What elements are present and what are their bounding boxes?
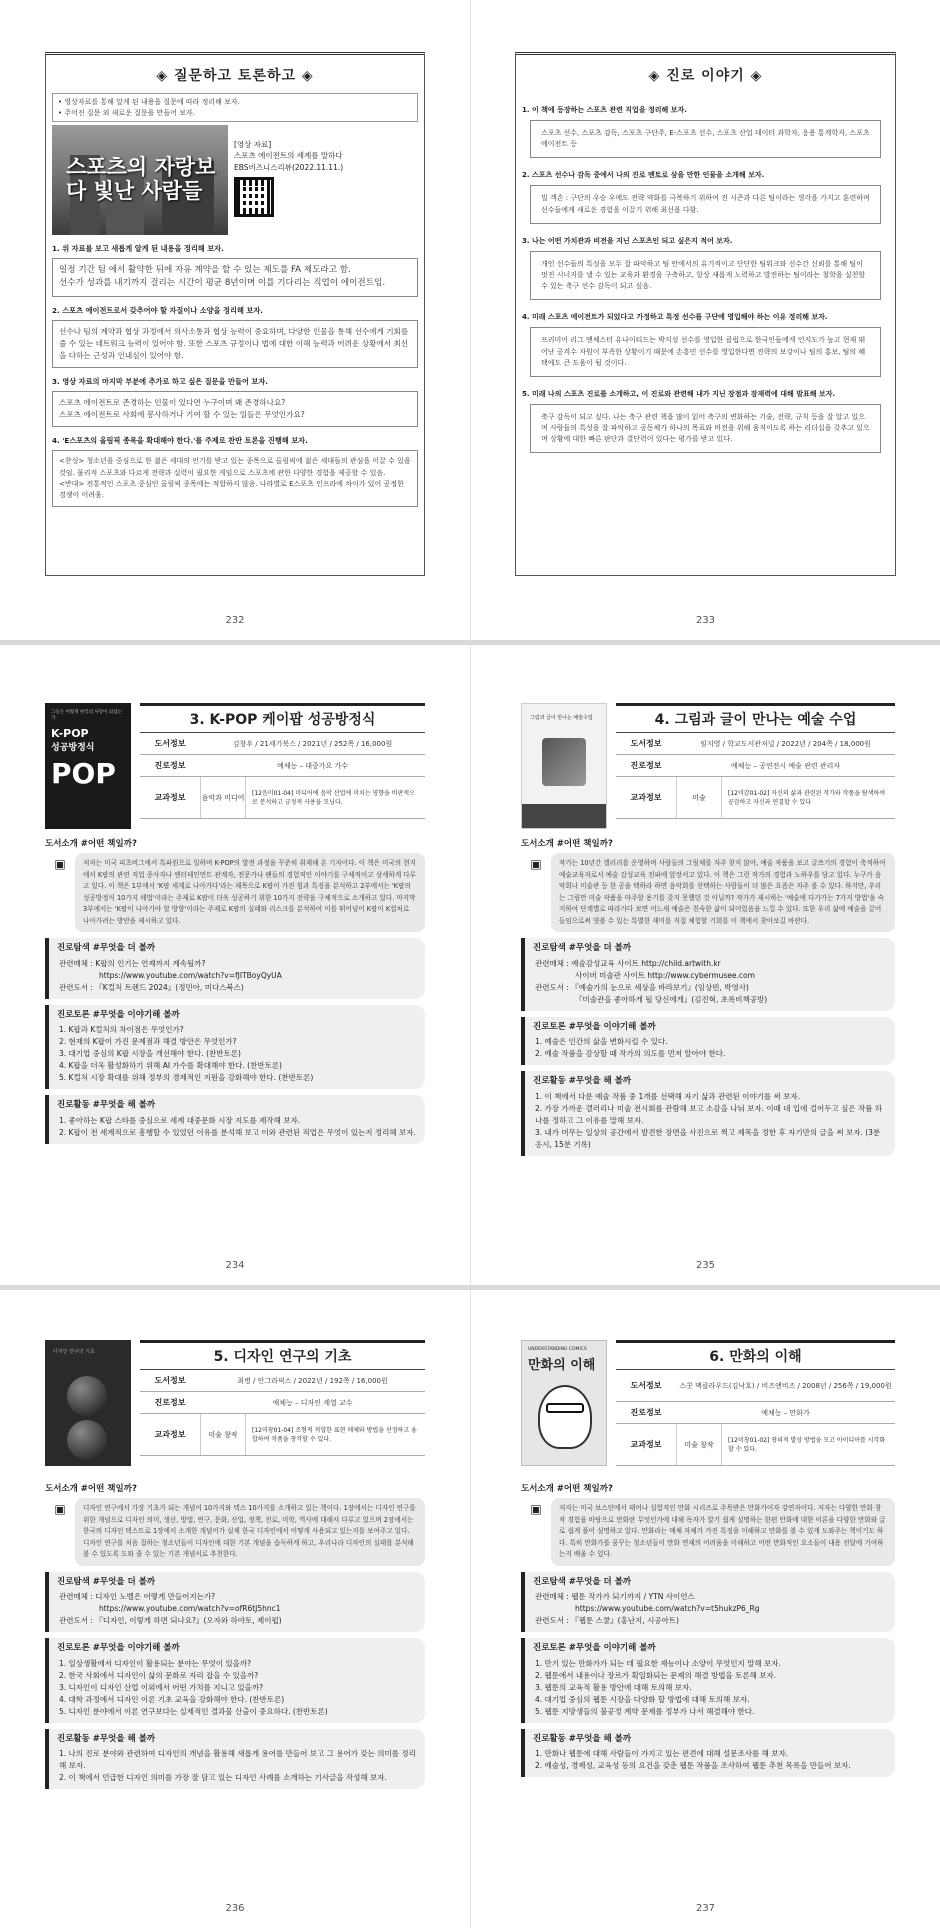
discussion-frame [45,52,425,576]
activity-box [45,1729,425,1790]
career-info-row [140,1392,425,1414]
book-description [45,853,425,932]
box-line: 2. K팝이 전 세계적으로 흥행할 수 있었던 이유를 분석해 보고 이와 관련된 직업은 무엇이 있는지 정리해 보자. [59,1127,416,1137]
box-line: 2. 예술 작품을 감상할 때 작가의 의도를 먼저 알아야 한다. [535,1049,726,1059]
explore-box [45,1572,425,1633]
cover-title: 디자인 연구의 기초 [53,1349,95,1355]
cover-title-3: POP [51,757,116,790]
book-info-row [140,733,425,755]
answer-box: 선수나 팀의 계약과 협상 과정에서 의사소통과 협상 능력이 중요하며, 다양한 인물을 통해 선수에게 기회를 줄 수 있는 네트워크 능력이 있어야 함. 또한 스포츠 규정이나 법에 대한 이해 능력과 어려운 상황에서 최선을 다하는 근성과 인내심이 있어야 함. [52,320,418,368]
page-number: 235 [695,1260,716,1271]
book-body [521,837,895,1156]
subject: 미술 창작 [676,1424,722,1465]
box-line: 2. 이 책에서 언급한 디자인 의미를 가장 잘 담고 있는 디자인 사례를 소개하는 기사글을 작성해 보자. [59,1773,387,1783]
subject: 미술 창작 [200,1414,246,1455]
value: 김창우 / 21세기북스 / 2021년 / 252쪽 / 16,000원 [232,739,393,748]
label: 진로정보 [630,1408,662,1417]
box-line: 2. 한국 사회에서 디자인이 삶의 문화로 자리 잡을 수 있을까? [59,1670,259,1680]
box-line: 1. 이 책에서 다룬 예술 작품 중 1개를 선택해 자기 삶과 관련된 이야기를 써 보자. [535,1091,801,1101]
box-line: 1. K팝과 K컬처의 차이점은 무엇인가? [59,1025,184,1035]
book-header [521,703,895,806]
qa-list [52,244,418,507]
question: 4. 미래 스포츠 에이전트가 되었다고 가정하고 특정 선수를 구단에 영입해야 하는 이유 정리해 보자. [522,313,828,322]
book-cover[interactable] [45,1340,131,1466]
box-heading: 진로탐색 #무엇을 더 볼까 [533,943,632,954]
label: 도서정보 [630,739,662,748]
box-line: 4. K팝을 더욱 활성화하기 위해 AI 가수를 확대해야 한다. (찬반토론) [59,1061,282,1071]
box-heading: 진로토론 #무엇을 이야기해 볼까 [533,1021,656,1032]
box-heading: 진로토론 #무엇을 이야기해 볼까 [533,1643,656,1654]
box-heading: 진로탐색 #무엇을 더 볼까 [57,1576,156,1587]
box-line: 1. 좋아하는 K팝 스타를 중심으로 세계 대중문화 시장 지도를 제작해 보자. [59,1115,301,1125]
book-cover[interactable] [521,1340,607,1466]
box-heading: 진로활동 #무엇을 해 볼까 [57,1733,156,1744]
explore-box [521,938,895,1011]
section-heading: 도서소개 #어떤 책일까? [521,1484,613,1494]
cover-face [538,1385,592,1449]
intro-box [52,93,418,122]
box-line: 3. 대기업 중심의 K팝 시장을 개선해야 한다. (찬반토론) [59,1049,241,1059]
box-line: 관련도서 : 『디자인, 이렇게 하면 되나요?』(오자와 하야토, 제이펍) [59,1616,282,1626]
cover-glasses [546,1403,584,1413]
curriculum-info-row [140,1414,425,1456]
answer-box: 개인 선수들의 특성을 모두 잘 파악하고 팀 안에서의 유기적이고 단단한 팀워크와 선수간 신뢰를 통해 팀이 멋진 시너지를 낼 수 있는 교육과 환경을 구축하고, 항상 새롭게 노력하고 발전하는 팀이라는 철학을 실천할 수 있는 축구 선수 감독이 되고 싶음. [530,251,881,301]
page-236 [0,1290,470,1928]
description-text: 저자는 미국 피츠버그에서 특파원으로 일하며 K-POP의 발전 과정을 꾸준히 취재해 온 기자이다. 이 책은 미국의 현지에서 K팝의 관련 직업 종사자나 엔터테인먼트 관계자, 전문가나 팬들의 경험적인 이야기를 구체적이고 상세하게 다루고 있다. 이 책은 1부에서 'K팝 세계로 나아가다'라는 제목으로 K팝이 가진 힘과 특징을 분석하고 2부에서는 'K팝의 성공방정식 10가지 해법'이라는 주제로 K팝이 더욱 성공하기 위한 10가지 전략을 구체적으로 소개하고 있다. 마지막 3부에서는 'K팝이 나아가야 할 방향'이라는 주제로 K팝의 실패와 리스크를 분석하여 이를 뛰어넘어 K팝이 K컬처로 나아가려는 방안을 제시하고 있다. [75,853,425,932]
box-line: 관련매체 : 디자인 노벨은 어떻게 만들어지는가? [59,1592,216,1602]
box-line: 1. 만기 있는 만화가가 되는 데 필요한 재능이나 소양이 무엇인지 말해 보자. [535,1658,781,1668]
value: [12미창01-02] 창의적 발상 방법을 모고 아이디어를 시각화할 수 있다. [728,1436,886,1453]
value: 최병 / 안그라픽스 / 2022년 / 192쪽 / 16,000원 [237,1376,388,1385]
activity-box [521,1729,895,1778]
book-cover[interactable] [45,703,131,829]
box-link[interactable]: https://www.youtube.com/watch?v=ofR6tJ5hnc1 [99,1604,281,1614]
section-heading: 도서소개 #어떤 책일까? [45,1484,137,1494]
cover-title: 그림과 글이 만나는 예술수업 [530,715,593,721]
question: 3. 영상 자료의 마지막 부분에 추가로 하고 싶은 질문을 만들어 보자. [52,377,269,387]
value: [12음미01-04] 미디어에 음악 산업에 미치는 영향을 비판적으로 분석하고 긍정적 사용을 모닝다. [252,789,415,806]
book-header [45,703,425,806]
question: 2. 스포츠 선수나 감독 중에서 나의 진로 멘토로 삼을 만한 인물을 소개해 보자. [522,171,765,180]
explore-box [45,938,425,999]
answer-box: 일정 기간 팀 에서 활약한 뒤에 자유 계약을 할 수 있는 제도를 FA 제도라고 함. 선수가 성과를 내기까지 걸리는 시간이 평균 8년이며 이를 기다리는 직업이 에이전트임. [52,258,418,297]
box-heading: 진로활동 #무엇을 해 볼까 [533,1076,632,1087]
box-heading: 진로토론 #무엇을 이야기해 볼까 [57,1643,180,1654]
intro-line: • 주어진 질문 외 새로운 질문을 만들어 보자. [58,108,195,117]
page-237 [470,1290,940,1928]
box-line: 1. 만화나 웹툰에 대해 사람들이 가지고 있는 편견에 대해 설문조사를 해 보자. [535,1749,789,1759]
box-line: 1. 일상생활에서 디자인이 활용되는 분야는 무엇이 있을까? [59,1658,252,1668]
activity-box [521,1071,895,1156]
book-header [521,1340,895,1453]
page-number: 234 [225,1260,245,1271]
box-link[interactable]: 관련매체 : 예술감성교육 사이트 http://child.artwith.kr [535,958,721,968]
thumbnail-text: 스포츠의 자랑보다 빛난 사람들 [66,155,216,204]
answer-box: 스포츠 선수, 스포츠 감독, 스포츠 구단주, E-스포츠 선수, 스포츠 산업 데이터 과학자, 응용 통계학자, 스포츠 에이전트 등 [530,120,881,158]
label: 교과정보 [154,793,186,802]
box-line: 3. 내가 머무는 일상의 공간에서 발견한 장면을 사진으로 찍고 제목을 정한 후 자기만의 글을 써 보자. (3분 응시, 15분 기록) [535,1127,881,1149]
answer-box: 축구 감독이 되고 싶다. 나는 축구 관련 책을 많이 읽어 축구의 변화하는 기술, 전략, 규칙 등을 잘 알고 있으며 사람들의 특성을 잘 파악하고 공동체가 하나의 목표와 비전을 위해 움직이도록 하는 리더십을 갖추고 있으며 상황에 대한 빠른 판단과 결단력이 있다는 평가를 받고 있다. [530,404,881,454]
video-source: EBS비즈니스리뷰(2022.11.11.) [234,162,344,172]
box-line: 관련도서 : 『예술가의 눈으로 세상을 바라보기』(임상빈, 박영사) [535,982,749,992]
book-icon: ▣ [54,1502,66,1516]
curriculum-info-row [140,777,425,819]
page-title: ◈ 진로 이야기 ◈ [648,68,763,84]
career-story-frame [515,52,896,576]
label: 교과정보 [630,793,662,802]
box-heading: 진로탐색 #무엇을 더 볼까 [57,943,156,954]
career-info-row [140,755,425,777]
book-body [521,1482,895,1777]
video-title: 스포츠 에이전트의 세계를 말하다 [234,151,343,161]
cover-sphere-2 [67,1420,107,1460]
book-title: 6. 만화의 이해 [616,1340,895,1370]
label: 도서정보 [154,739,186,748]
book-info-row [616,1370,895,1402]
box-line: 2. 웹툰에서 내용이나 장르가 획일화되는 문제의 해결 방법을 토론해 보자. [535,1670,777,1680]
value: [12미감01-02] 자신의 삶과 관련된 작가와 작품을 탐색하여 공감하고 자신과 연결할 수 있다 [728,789,886,806]
book-meta [616,1340,895,1466]
explore-box [521,1572,895,1633]
label: 진로정보 [154,1398,186,1407]
value: 임지영 / 학교도서관저널 / 2022년 / 204쪽 / 18,000원 [700,739,871,748]
answer-box: 스포츠 에이전트로 존경하는 인물이 있다면 누구이며 왜 존경하나요? 스포츠 에이전트로 사회에 봉사하거나 기여 할 수 있는 일들은 무엇인가요? [52,391,418,427]
box-line: 관련매체 : 웹툰 작가가 되기까지 / YTN 사이언스 [535,1592,695,1602]
value: 예체능 – 대중가요 가수 [276,761,349,770]
question: 2. 스포츠 에이전트로서 갖추어야 할 자질이나 소양을 정리해 보자. [52,305,264,315]
box-line: 2. 현재의 K팝이 가진 문제점과 해결 방안은 무엇인가? [59,1037,237,1047]
page-235 [470,645,940,1285]
cover-sphere-1 [67,1376,107,1416]
subject: 미술 [676,777,722,818]
box-link[interactable]: 사이버 미술관 사이트 http://www.cybermusee.com [575,970,755,980]
box-line: 『미술관을 좋아하게 될 당신에게』(김진혁, 초록비책공방) [575,994,768,1004]
book-icon: ▣ [54,857,66,871]
answer-box: 빌 객손 : 구단의 우승 우에도 전략 약화를 극복하기 위하여 전 시즌과 다른 팀이라는 생각을 가지고 훈련하며 선수들에게 새로운 경험을 이끌기 위해 최선을 다함. [530,185,881,223]
spread-232-233 [0,0,940,640]
subject: 음악과 미디어 [200,777,246,818]
intro-line: • 영상자료를 통해 알게 된 내용을 질문에 따라 정리해 보자. [58,98,240,106]
box-line: 4. 대기업 중심의 웹툰 시장을 다양화 할 방법에 대해 토의해 보자. [535,1694,750,1704]
page-number: 233 [695,615,716,626]
label: 교과정보 [154,1430,186,1439]
discussion-box [521,1638,895,1723]
cover-band [522,804,606,828]
box-line: 1. 나의 진로 분야와 관련하여 디자인의 개념을 활용해 새롭게 용어를 만들어 보고 그 용어가 갖는 의미를 정리해 보자. [59,1749,416,1771]
book-info-row [616,733,895,755]
description-text: 저자는 미국 보스턴에서 태어나 실험적인 만화 시리즈로 주목받은 만화가이자 강연자이다. 저자는 다양한 만화 창작 경험을 바탕으로 만화란 무엇인가에 대해 독자가 알기 쉽게 설명하는 한편 만화에 대한 이론을 다양한 만화와 글로 쉽게 풀어 설명하고 있다. 만화라는 매체 자체가 가진 특징을 이해하고 만화를 볼 수 있게 도와주는 책이기도 하다. 특히 만화가를 꿈꾸는 청소년들이 만화 연재의 어려움을 이해하고 어떤 만화적인 요소들이 내용 전달에 기여하는지 배울 수 있다. [551,1498,895,1566]
box-line: 관련매체 : K팝의 인기는 언제까지 계속될까? [59,958,206,968]
answer-box: 프리미어 리그 맨체스터 유나이티드는 박지성 선수를 영입한 클럽으로 한국인들에게 인지도가 높고 현재 뛰어난 공격수 자원이 부족한 상황이기 때문에 손흥민 선수를 영입한다면 전략의 보강이나 팀의 홍보, 팀의 혜택에도 큰 도움이 될 것이다. [530,327,881,377]
label: 진로정보 [630,761,662,770]
page-title: ◈ 질문하고 토론하고 ◈ [156,68,314,84]
section-heading: 도서소개 #어떤 책일까? [45,839,137,849]
page-number: 236 [225,1903,245,1914]
book-header [45,1340,425,1443]
box-line: 3. 디자인이 디자인 산업 이외에서 어떤 가치를 지니고 있을까? [59,1682,264,1692]
value: [12미창01-04] 조형적 적합한 표현 매체와 방법을 선정하고 융합하여 작품을 창작할 수 있다. [252,1426,417,1443]
discussion-box [45,1638,425,1723]
book-meta [616,703,895,819]
page-number: 232 [225,615,245,626]
question: 3. 나는 어떤 가치관과 비전을 지닌 스포츠인 되고 싶은지 적어 보자. [522,236,733,245]
box-line: 5. K컬처 시장 확대를 위해 정부의 경제적인 지원을 강화해야 한다. (찬반토론) [59,1073,314,1083]
book-cover[interactable] [521,703,607,829]
career-info-row [616,755,895,777]
video-info [234,125,343,235]
label: 교과정보 [630,1440,662,1449]
question: 1. 위 자료를 보고 새롭게 알게 된 내용을 정리해 보자. [52,244,224,253]
box-line: 5. 디자인 분야에서 이론 연구보다는 실제적인 결과물 산출이 중요하다. (찬반토론) [59,1706,328,1716]
label: 진로정보 [154,761,186,770]
box-link[interactable]: https://www.youtube.com/watch?v=fJITBoyQyUA [99,970,282,980]
book-meta [140,1340,425,1456]
book-description [521,1498,895,1566]
video-resource [52,125,418,235]
question: 4. 'E스포츠의 올림픽 종목을 확대해야 한다.'를 주제로 찬반 토론을 진행해 보자. [52,436,308,446]
box-line: 5. 웹툰 지망생들의 불공정 계약 문제를 정부가 나서 해결해야 한다. [535,1706,755,1716]
label: 도서정보 [154,1376,186,1385]
value: 스콧 맥클라우드(김낙호) / 비즈앤비즈 / 2008년 / 256쪽 / 19,000원 [679,1381,892,1390]
book-title: 5. 디자인 연구의 기초 [140,1340,425,1370]
cover-art [542,738,586,786]
video-label: [영상 자료] [234,140,272,149]
description-text: 작가는 10년간 갤러리를 운영하며 사람들의 그림체를 자주 찾지 않아, 예술 작품을 보고 글쓰기의 경험이 축적하여 예술교육자로서 예술 감성교육 전파에 앞장서고 있다. 이 책은 그런 작가의 경험과 노하우를 담고 있다. 누구가 음악회나 미술관 등 한 공을 택하라 하면 음악회를 선택하는 사람들이 더 많은 요즘은 자주 볼 수 있다. 하지만, 우리는 그림만 미술 작품을 마주할 용기를 갖지 못했던 것 아닐까? 작가가 제시하는 '예술에 다가가는 7가지 방법'을 숙지하여 단계별로 따라가다 보면 어느새 예술은 친숙한 삶이 되어있음을 느낄 수 있다. 또한 우리 삶에 예술을 끌어들임으로써 엿볼 수 있는 특별한 재미를 직접 체험할 기회를 이 책에서 찾아보길 바란다. [551,853,895,932]
box-link[interactable]: https://www.youtube.com/watch?v=t5hukzP6_Rg [575,1604,760,1614]
answer-box: <찬성> 청소년을 중심으로 한 젊은 세대의 인기를 받고 있는 종목으로 올림픽에 젊은 세대들의 관심을 이끌 수 있을 것임. 물리적 스포츠와 다르게 전략과 실력이 필요한 게임으로 스포츠에 관한 다양한 경험을 제공할 수 있음. <반대> 전통적인 스포츠 중심인 올림픽 종목에는 적합하지 않음. 나라별로 E스포츠 인프라에 차이가 있어 공정한 경쟁이 어려움. [52,450,418,507]
value: 예체능 – 디자인 계열 교수 [272,1398,353,1407]
book-title: 4. 그림과 글이 만나는 예술 수업 [616,703,895,733]
activity-box [45,1095,425,1144]
cover-subtitle: UNDERSTANDING COMICS [528,1347,587,1352]
career-info-row [616,1402,895,1424]
book-info-row [140,1370,425,1392]
cover-title-2: 성공방정식 [51,743,95,753]
video-thumbnail[interactable] [52,125,228,235]
box-heading: 진로탐색 #무엇을 더 볼까 [533,1576,632,1587]
box-line: 관련도서 : 『웹툰 스쿨』(홍난지, 시공아트) [535,1616,679,1626]
value: 예체능 – 만화가 [761,1408,810,1417]
value: 예체능 – 공연전시 예술 관련 관리자 [730,761,841,770]
spread-234-235 [0,645,940,1285]
book-description [521,853,895,932]
cover-title: 만화의 이해 [528,1358,596,1373]
box-line: 관련도서 : 『K컬처 트렌드 2024』(정민아, 미다스북스) [59,982,244,992]
question: 5. 미래 나의 스포츠 진로를 소개하고, 이 진로와 관련해 내가 지닌 장점과 잠재력에 대해 발표해 보자. [522,389,836,398]
book-description [45,1498,425,1566]
book-icon: ▣ [530,1502,542,1516]
curriculum-info-row [616,777,895,819]
curriculum-info-row [616,1424,895,1466]
box-line: 1. 예술은 인간의 삶을 변화시킬 수 있다. [535,1037,668,1047]
box-line: 2. 가장 가까운 갤러리나 미술 전시회를 관람해 보고 소감을 나눠 보자. 이때 네 입에 걸어두고 싶은 작품 하나를 정하고 그 이유를 말해 보자. [535,1103,883,1125]
qr-code-icon[interactable] [234,177,274,217]
page-234 [0,645,470,1285]
page-number: 237 [695,1903,716,1914]
page-232 [0,0,470,640]
book-icon: ▣ [530,857,542,871]
book-meta [140,703,425,819]
discussion-box [521,1017,895,1066]
box-heading: 진로활동 #무엇을 해 볼까 [533,1733,632,1744]
box-heading: 진로활동 #무엇을 해 볼까 [57,1100,156,1111]
cover-subtitle: 그들은 어떻게 한국의 사랑이 되었는가 [51,710,122,721]
discussion-box [45,1005,425,1090]
spread-236-237 [0,1290,940,1928]
section-heading: 도서소개 #어떤 책일까? [521,839,613,849]
book-body [45,1482,425,1789]
description-text: 디자인 연구에서 가장 기초가 되는 개념어 10가지와 텍스 10가지를 소개하고 있는 책이다. 1장에서는 디자인 연구를 위한 개념으로 디자인 의미, 생산, 방법, 연구, 문화, 산업, 정책, 진로, 미학, 역사에 대해서 다루고 있으며 2장에서는 한국의 디자인 텍스트로 1장에서 소개한 개념어가 실제 한국 디자인에서 어떻게 사용되고 있는지를 보여주고 있다. 디자인 연구를 처음 접하는 청소년들이 디자인에 대한 기본 개념을 습득하게 하고, 우리나라 디자인의 실태를 분석해 볼 수 있도록 도와 줄 수 있는 기본 개념서로 추천한다. [75,1498,425,1566]
box-line: 3. 웹툰의 교육적 활용 방안에 대해 토의해 보자. [535,1682,692,1692]
book-title: 3. K-POP 케이팝 성공방정식 [140,703,425,733]
label: 도서정보 [630,1381,662,1390]
question: 1. 이 책에 등장하는 스포츠 관련 직업을 정리해 보자. [522,106,687,114]
box-line: 2. 예술성, 경제성, 교육성 등의 요건을 갖춘 웹툰 작품을 조사하여 웹툰 추천 목록을 만들어 보자. [535,1761,851,1771]
page-233 [470,0,940,640]
book-body [45,837,425,1144]
cover-title: K-POP [51,727,89,740]
box-line: 4. 대학 과정에서 디자인 이론 기초 교육을 강화해야 한다. (찬반토론) [59,1694,285,1704]
box-heading: 진로토론 #무엇을 이야기해 볼까 [57,1009,180,1020]
